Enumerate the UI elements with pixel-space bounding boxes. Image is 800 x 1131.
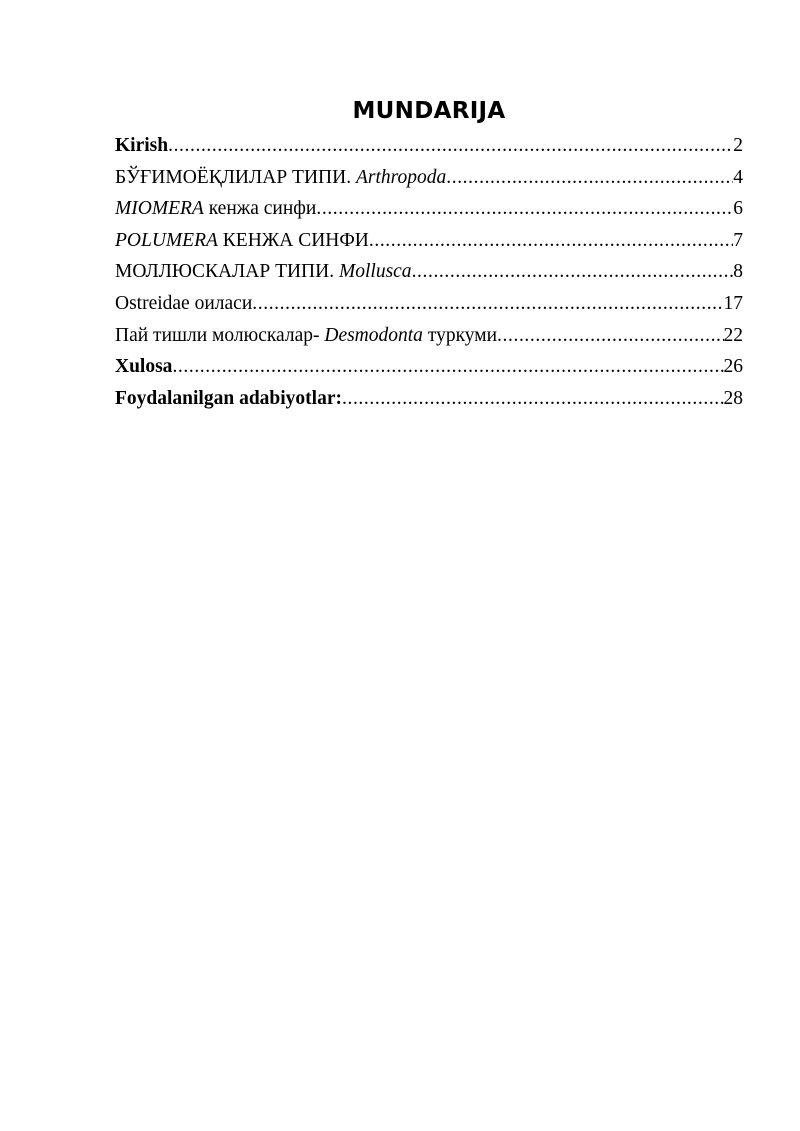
table-of-contents xyxy=(115,130,743,414)
toc-entry[interactable] xyxy=(115,288,743,320)
toc-page-number: 28 xyxy=(723,387,743,409)
toc-entry-title xyxy=(115,383,342,415)
toc-page-number: 8 xyxy=(733,261,743,283)
toc-entry[interactable] xyxy=(115,130,743,162)
toc-entry[interactable] xyxy=(115,225,743,257)
toc-dot-leader xyxy=(446,162,733,194)
toc-entry[interactable] xyxy=(115,193,743,225)
toc-entry[interactable] xyxy=(115,320,743,352)
toc-entry-text: кенжа синфи xyxy=(203,198,317,220)
toc-page-number: 17 xyxy=(723,292,743,314)
toc-entry[interactable] xyxy=(115,383,743,415)
toc-entry-text: Arthropoda xyxy=(355,166,447,188)
toc-dot-leader xyxy=(342,383,724,415)
toc-dot-leader xyxy=(168,130,733,162)
toc-title: MUNDARIJA xyxy=(352,98,506,124)
toc-entry-text: МОЛЛЮСКАЛАР ТИПИ. xyxy=(115,261,339,283)
toc-entry[interactable] xyxy=(115,256,743,288)
toc-page-number: 6 xyxy=(733,198,743,220)
toc-entry-title xyxy=(115,256,412,288)
toc-page-number: 22 xyxy=(723,324,743,346)
toc-dot-leader xyxy=(172,351,723,383)
toc-entry-text: Desmodonta xyxy=(324,324,423,346)
toc-page-number: 26 xyxy=(723,356,743,378)
toc-page-number: 4 xyxy=(733,166,743,188)
toc-dot-leader xyxy=(497,320,723,352)
toc-dot-leader xyxy=(316,193,733,225)
toc-entry-title xyxy=(115,320,497,352)
toc-entry[interactable] xyxy=(115,162,743,194)
toc-entry-text: Mollusca xyxy=(338,261,412,283)
toc-dot-leader xyxy=(412,256,734,288)
toc-entry-title xyxy=(115,225,369,257)
toc-page-number: 2 xyxy=(733,135,743,156)
toc-entry-title xyxy=(115,193,316,225)
toc-entry-text: MIOMERA xyxy=(115,198,204,220)
toc-entry-text: Foydalanilgan adabiyotlar: xyxy=(115,387,342,409)
toc-dot-leader xyxy=(252,288,723,320)
toc-dot-leader xyxy=(369,225,733,257)
toc-entry-title xyxy=(115,288,252,320)
toc-entry-text: POLUMERA xyxy=(115,229,218,251)
toc-entry-text: БЎҒИМОЁҚЛИЛАР ТИПИ. xyxy=(115,166,356,188)
toc-entry-text: туркуми xyxy=(422,324,498,346)
toc-entry-title xyxy=(115,162,446,194)
toc-entry-text: Xulosa xyxy=(115,356,173,378)
toc-entry[interactable] xyxy=(115,351,743,383)
toc-entry-title xyxy=(115,351,172,383)
toc-entry-text: КЕНЖА СИНФИ xyxy=(217,229,369,251)
toc-entry-title xyxy=(115,130,168,162)
toc-page-number: 7 xyxy=(733,229,743,251)
toc-entry-text: Пай тишли молюскалар- xyxy=(115,324,325,346)
toc-entry-text: Ostreidae оиласи xyxy=(115,292,253,314)
toc-entry-text: Kirish xyxy=(115,135,169,156)
